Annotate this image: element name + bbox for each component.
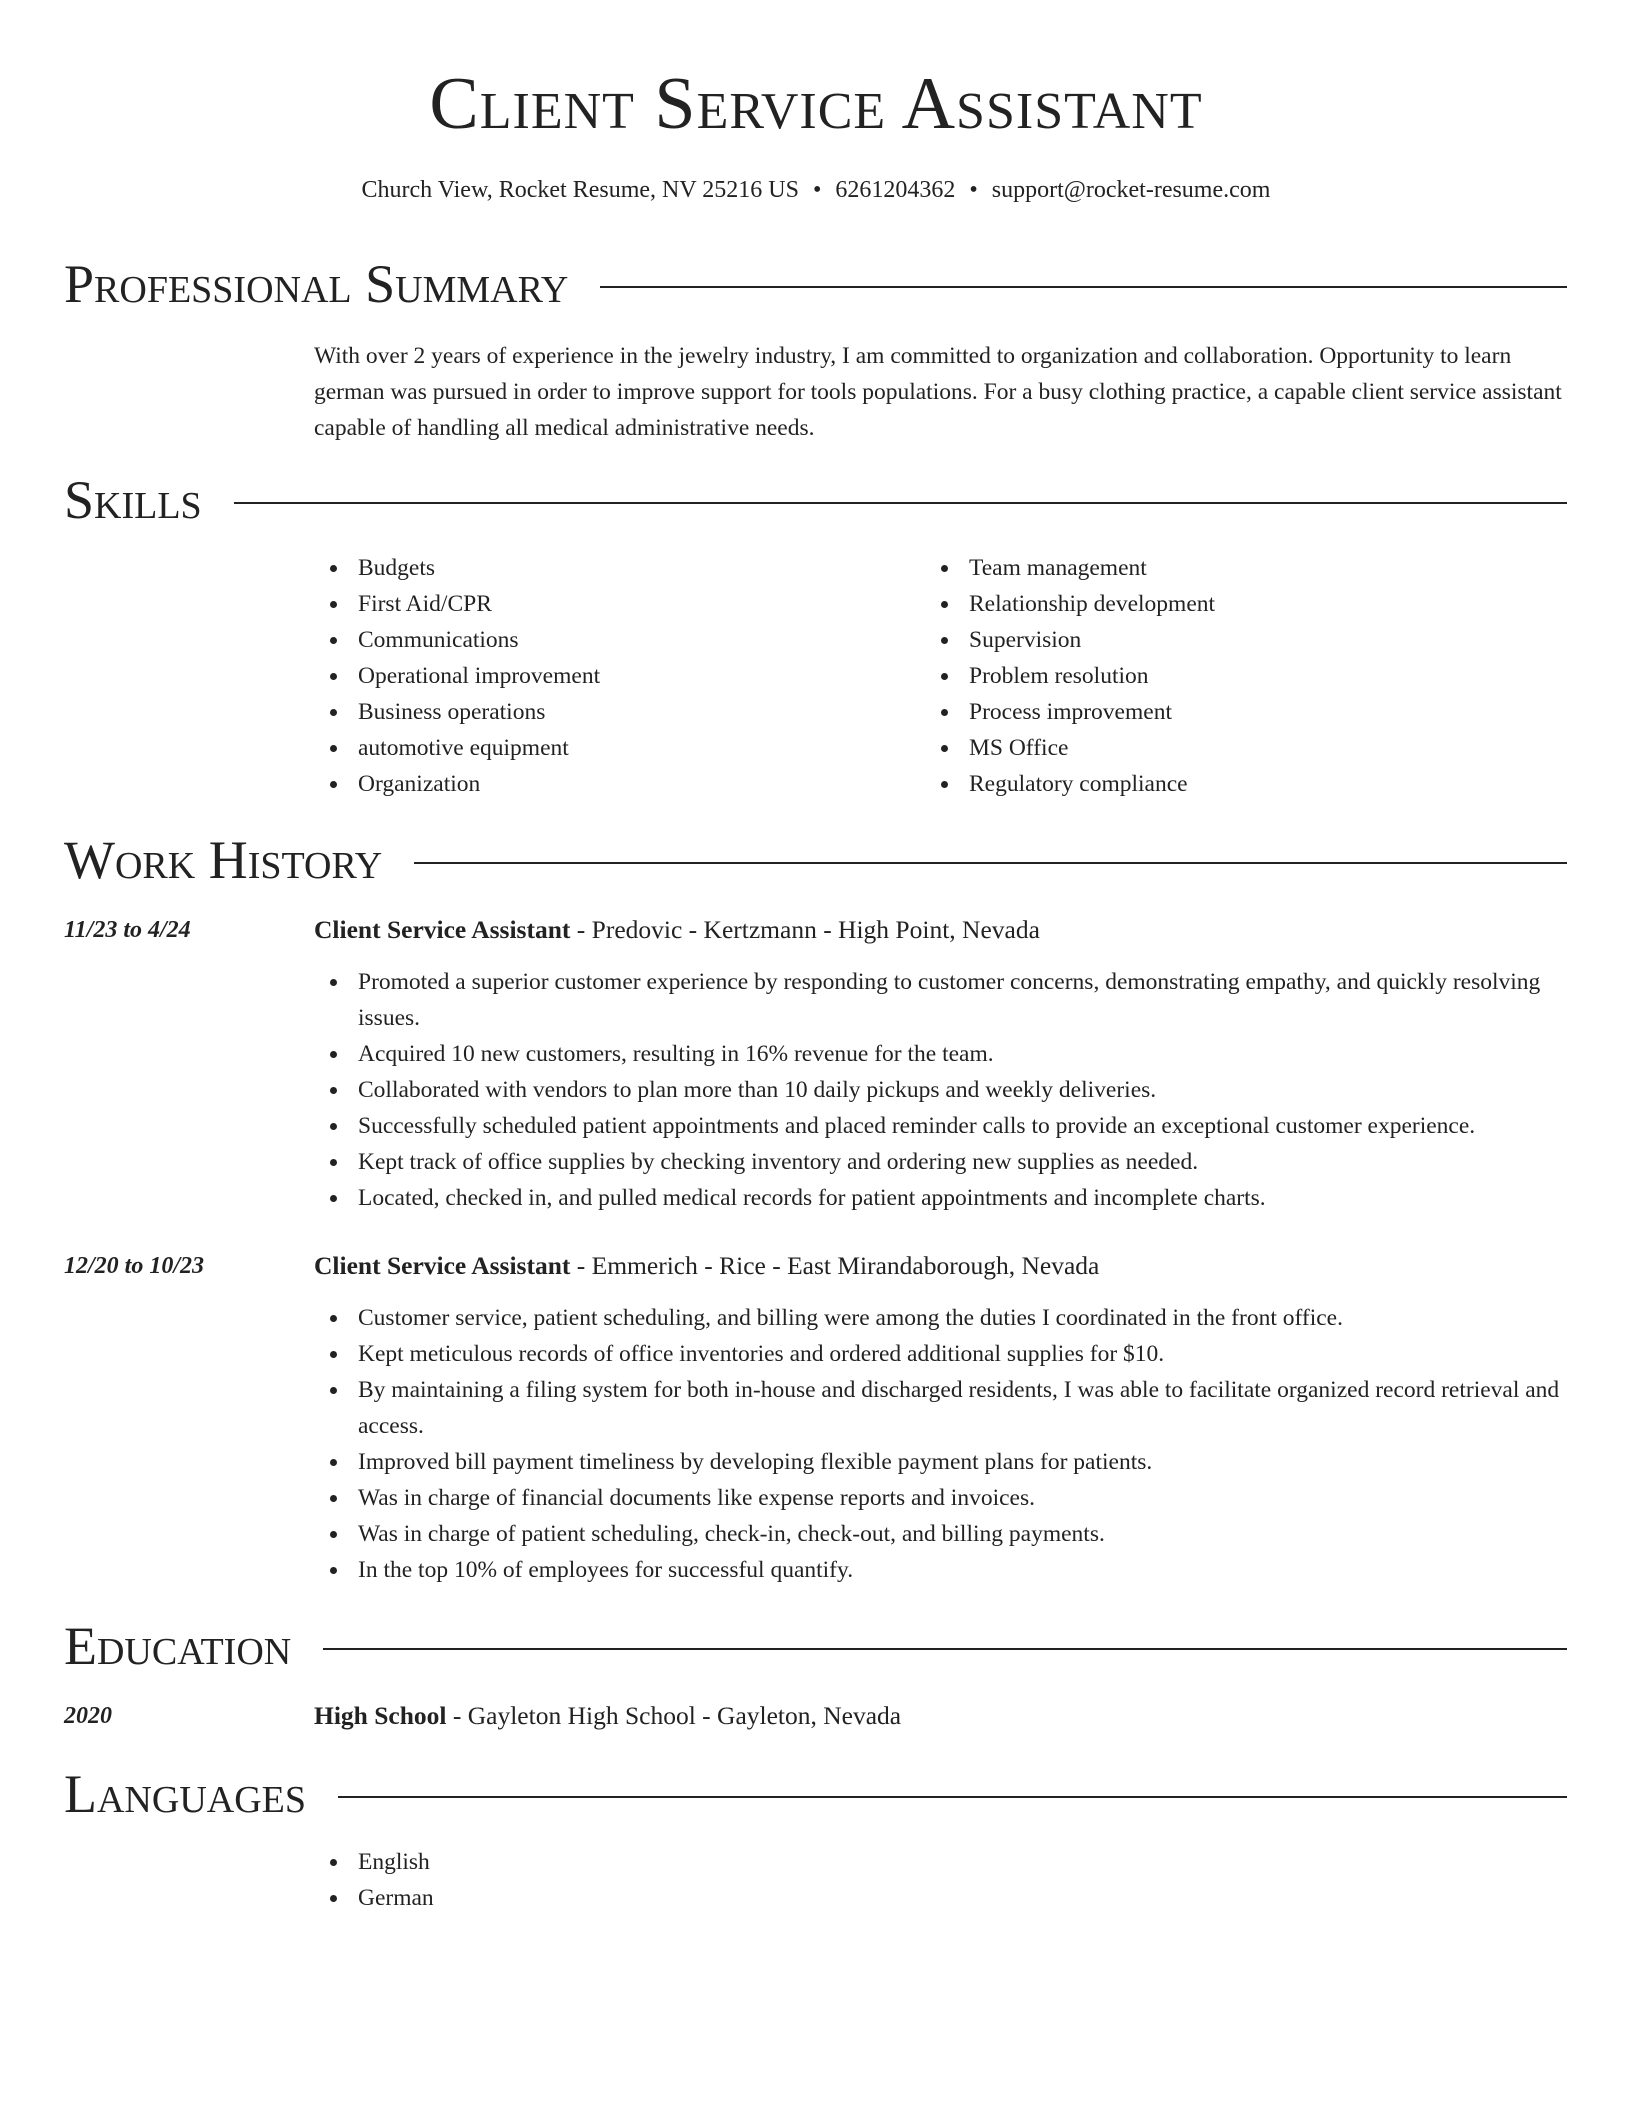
job-dates: 12/20 to 10/23: [64, 1253, 205, 1279]
list-item: Regulatory compliance: [925, 766, 1525, 802]
list-item: MS Office: [925, 730, 1525, 766]
phone: 6261204362: [835, 177, 956, 203]
skills-column-right: [925, 550, 1525, 802]
job-position: Client Service Assistant: [314, 915, 571, 944]
education-degree: High School: [314, 1701, 447, 1730]
section-title-work: Work History: [64, 830, 383, 890]
section-divider: [600, 286, 1567, 288]
list-item: Business operations: [314, 694, 914, 730]
education-line: [314, 1698, 901, 1734]
job-employer: - Predovic - Kertzmann - High Point, Nevada: [570, 915, 1040, 944]
skills-column-left: [314, 550, 914, 802]
list-item: Relationship development: [925, 586, 1525, 622]
list-item: Collaborated with vendors to plan more than 10 daily pickups and weekly deliveries.: [314, 1072, 1567, 1108]
contact-separator: •: [812, 177, 822, 203]
list-item: Kept meticulous records of office inventories and ordered additional supplies for $10.: [314, 1336, 1567, 1372]
skills-section-header: [64, 470, 1567, 530]
list-item: Was in charge of financial documents like expense reports and invoices.: [314, 1480, 1567, 1516]
list-item: In the top 10% of employees for successful quantify.: [314, 1552, 1567, 1588]
section-divider: [234, 502, 1567, 504]
contact-separator: •: [969, 177, 978, 203]
education-section-header: [64, 1616, 1567, 1676]
list-item: Kept track of office supplies by checking inventory and ordering new supplies as needed.: [314, 1144, 1567, 1180]
job-dates: 11/23 to 4/24: [64, 917, 191, 943]
list-item: First Aid/CPR: [314, 586, 914, 622]
list-item: Improved bill payment timeliness by developing flexible payment plans for patients.: [314, 1444, 1567, 1480]
education-school: - Gayleton High School - Gayleton, Nevada: [446, 1701, 902, 1730]
section-title-education: Education: [64, 1616, 292, 1676]
job-title-line: [314, 1248, 1099, 1284]
skills-list-right: [925, 550, 1525, 802]
job-bullet-list: [314, 1300, 1567, 1588]
job-bullets-block: [314, 1300, 1567, 1588]
list-item: Was in charge of patient scheduling, check-in, check-out, and billing payments.: [314, 1516, 1567, 1552]
languages-list: [314, 1844, 1567, 1916]
list-item: Budgets: [314, 550, 914, 586]
section-divider: [338, 1796, 1567, 1798]
section-title-languages: Languages: [64, 1764, 306, 1824]
job-employer: - Emmerich - Rice - East Mirandaborough, Nevada: [570, 1251, 1100, 1280]
list-item: Supervision: [925, 622, 1525, 658]
list-item: English: [314, 1844, 1567, 1880]
list-item: automotive equipment: [314, 730, 914, 766]
job-position: Client Service Assistant: [314, 1251, 571, 1280]
contact-line: [0, 174, 1632, 206]
list-item: Promoted a superior customer experience by responding to customer concerns, demonstrating empathy, and quickly resolving issues.: [314, 964, 1567, 1036]
summary-text: With over 2 years of experience in the jewelry industry, I am committed to organization and collaboration. Opportunity to learn german was pursued in order to improve support for tools populations. For a busy clothing practice, a capable client service assistant capable of handling all medical administrative needs.: [314, 343, 1562, 441]
section-title-summary: Professional Summary: [64, 254, 569, 314]
list-item: Communications: [314, 622, 914, 658]
work-section-header: [64, 830, 1567, 890]
job-bullet-list: [314, 964, 1567, 1216]
skills-list-left: [314, 550, 914, 802]
job-title-line: [314, 912, 1040, 948]
section-divider: [414, 862, 1567, 864]
languages-block: [314, 1844, 1567, 1916]
list-item: Problem resolution: [925, 658, 1525, 694]
section-divider: [323, 1648, 1567, 1650]
candidate-name: Client Service Assistant: [429, 63, 1203, 145]
languages-section-header: [64, 1764, 1567, 1824]
list-item: Team management: [925, 550, 1525, 586]
list-item: German: [314, 1880, 1567, 1916]
job-bullets-block: [314, 964, 1567, 1216]
list-item: Located, checked in, and pulled medical records for patient appointments and incomplete charts.: [314, 1180, 1567, 1216]
section-title-skills: Skills: [64, 470, 202, 530]
education-year: 2020: [64, 1703, 112, 1729]
list-item: Organization: [314, 766, 914, 802]
address: Church View, Rocket Resume, NV 25216 US: [361, 177, 799, 203]
summary-section-header: [64, 254, 1567, 314]
list-item: Operational improvement: [314, 658, 914, 694]
list-item: By maintaining a filing system for both in-house and discharged residents, I was able to facilitate organized record retrieval and access.: [314, 1372, 1567, 1444]
list-item: Successfully scheduled patient appointments and placed reminder calls to provide an exceptional customer experience.: [314, 1108, 1567, 1144]
list-item: Process improvement: [925, 694, 1525, 730]
email: support@rocket-resume.com: [991, 177, 1271, 203]
list-item: Customer service, patient scheduling, and billing were among the duties I coordinated in the front office.: [314, 1300, 1567, 1336]
list-item: Acquired 10 new customers, resulting in 16% revenue for the team.: [314, 1036, 1567, 1072]
